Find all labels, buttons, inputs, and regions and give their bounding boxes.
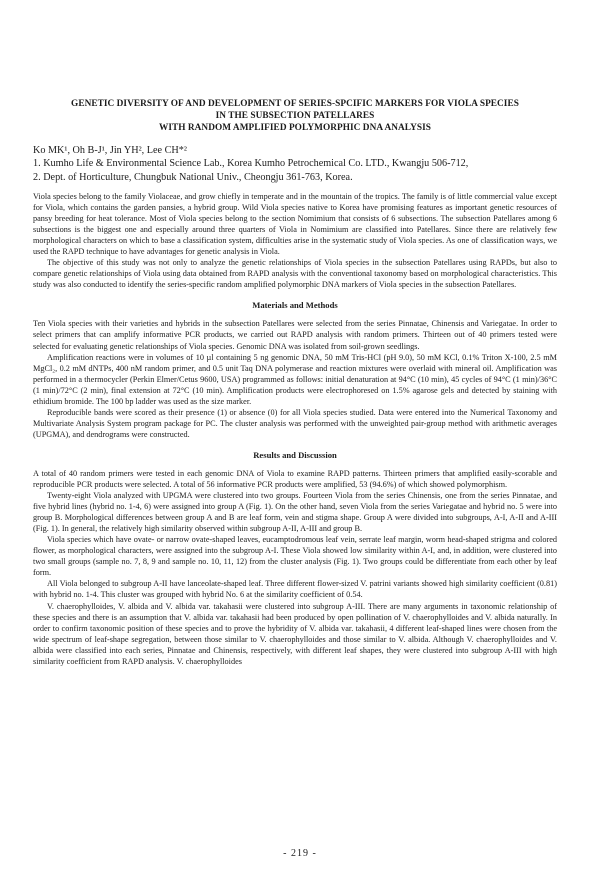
author-list: Ko MK¹, Oh B-J¹, Jin YH², Lee CH*² (33, 145, 187, 156)
methods-heading: Materials and Methods (252, 300, 338, 311)
page-number: - 219 - (283, 848, 317, 859)
results-paragraph: V. chaerophylloides, V. albida and V. albida var. takahasii were clustered into subgroup A-III. There are many arguments in taxonomic relationship of these species and there is an assumption that V. albida var. takahasii had been produced by open pollination of V. chaerophylloides and V. albida naturally. In order to confirm taxonomic position of these species and to prove the hybridity of V. albida var. takahasii, 4 different leaf-shaped lines were chosen from the wide spectrum of leaf-shape segregation, between those similar to V. chaerophylloides and those similar to V. albida. Although V. chaerophylloides and V. albida were classified into each series, Pinnatae and Chinensis, respectively, with different leaf shapes, they were clustered into subgroup A-III with high similarity coefficient from RAPD analysis. V. chaerophylloides (33, 601, 557, 666)
paper-title (33, 98, 557, 134)
intro-paragraph: Viola species belong to the family Violaceae, and grow chiefly in temperate and in the mountain of the tropics. The family is of little commercial value except for Viola, which contains the garden pansies, a hybrid group. Wild Viola species native to Korea have promising features as important genetic resources of pansy breeding for heat tolerance. Most of Viola species belong to the section Nomimium that consists of 6 subsections. The subsection Patellares among 6 subsections is the biggest one and especially around three quarters of Viola in Nomimium are classified into Patellares. Since there are relatively few morphological characters on which to base a classification system, difficulties arise in the systematic study of Viola species. As one of classification ways, we used the RAPD technique to have advantages for genetic analysis in Viola. (33, 192, 557, 257)
affiliation-line: 1. Kumho Life & Environmental Science Lab., Korea Kumho Petrochemical Co. LTD., Kwangju 506-712, (33, 158, 469, 169)
affiliation-line: 2. Dept. of Horticulture, Chungbuk National Univ., Cheongju 361-763, Korea. (33, 171, 353, 183)
results-paragraph: Viola species which have ovate- or narrow ovate-shaped leaves, eucamptodromous leaf vein, serrate leaf margin, worm head-shaped strigma and colored flower, as morphological characters, were assigned into the subgroup A-I. These Viola showed low similarity within A-I, and, in addition, were clustered into two small groups (sample no. 7, 8, 9 and sample no. 10, 11, 12) from the cluster analysis (Fig. 1). Two groups could be differentiate from each other by leaf form. (33, 535, 557, 578)
title-line: IN THE SUBSECTION PATELLARES (215, 111, 375, 121)
methods-paragraph: Amplification reactions were in volumes of 10 µl containing 5 ng genomic DNA, 50 mM Tris-HCl (pH 9.0), 50 mM KCl, 0.1% Triton X-100, 2.5 mM MgCl₂, 0.2 mM dNTPs, 400 nM random primer, and 0.5 unit Taq DNA polymerase and reaction mixtures were overlaid with mineral oil. Amplification was performed in a thermocycler (Perkin Elmer/Cetus 9600, USA) programmed as follows: initial denaturation at 94°C (10 min), 45 cycles of 94°C (1 min)/36°C (1 min)/72°C (2 min), final extension at 72°C (10 min). Amplification products were electrophoresed on 1.5% agarose gels and detected by staining with ethidium bromide. The 100 bp ladder was used as the size marker. (33, 352, 557, 406)
results-heading: Results and Discussion (253, 449, 337, 460)
intro-paragraph: The objective of this study was not only to analyze the genetic relationships of Viola species in the subsection Patellares using RAPDs, but also to compare genetic relationships of Viola using data obtained from RAPD analysis with the conventional taxonomy based on morphological characteristics. This study was also conducted to identify the series-specific random amplified polymorphic DNA markers of Viola species in the subsection Patellares. (33, 258, 557, 290)
methods-paragraph: Ten Viola species with their varieties and hybrids in the subsection Patellares were selected from the series Pinnatae, Chinensis and Variegatae. In order to select primers that can amplify informative PCR products, we carried out RAPD analysis with random primers. Thirteen out of 40 primers tested were selected for evaluating genetic relationships of Viola species. Genomic DNA was isolated from soil-grown seedlings. (33, 319, 557, 351)
results-paragraph: Twenty-eight Viola analyzed with UPGMA were clustered into two groups. Fourteen Viola from the series Chinensis, one from the series Pinnatae, and five hybrid lines (hybrid no. 1-4, 6) were assigned into group A (Fig. 1). On the other hand, seven Viola from the series Variegatae and hybrid no. 5 were into group B. Morphological differences between group A and B are leaf form, vein and stigma shape. Group A were divided into subgroups, A-I, A-II and A-III (Fig. 1). In general, the relatively high similarity observed within subgroup A-II, A-III and group B. (33, 491, 557, 534)
paper-body (33, 191, 557, 667)
affiliations (33, 157, 557, 184)
results-paragraph: A total of 40 random primers were tested in each genomic DNA of Viola to examine RAPD patterns. Thirteen primers that amplified easily-scorable and reproducible PCR products were selected. A total of 56 informative PCR products were amplified, 53 (94.6%) of which showed polymorphism. (33, 468, 557, 489)
title-line: GENETIC DIVERSITY OF AND DEVELOPMENT OF SERIES-SPCIFIC MARKERS FOR VIOLA SPECIES (71, 99, 519, 109)
results-paragraph: All Viola belonged to subgroup A-II have lanceolate-shaped leaf. Three different flower-sized V. patrini variants showed high similarity coefficient (0.81) with hybrid no. 1-4. This cluster was grouped with hybrid No. 6 at the similarity coefficient of 0.54. (33, 579, 557, 600)
title-line: WITH RANDOM AMPLIFIED POLYMORPHIC DNA ANALYSIS (158, 123, 432, 133)
methods-paragraph: Reproducible bands were scored as their presence (1) or absence (0) for all Viola species studied. Data were entered into the Numerical Taxonomy and Multivariate Analysis System program package for PC. The cluster analysis was performed with the unweighted pair-group method with arithmetic averages (UPGMA), and dendrograms were constructed. (33, 407, 557, 439)
